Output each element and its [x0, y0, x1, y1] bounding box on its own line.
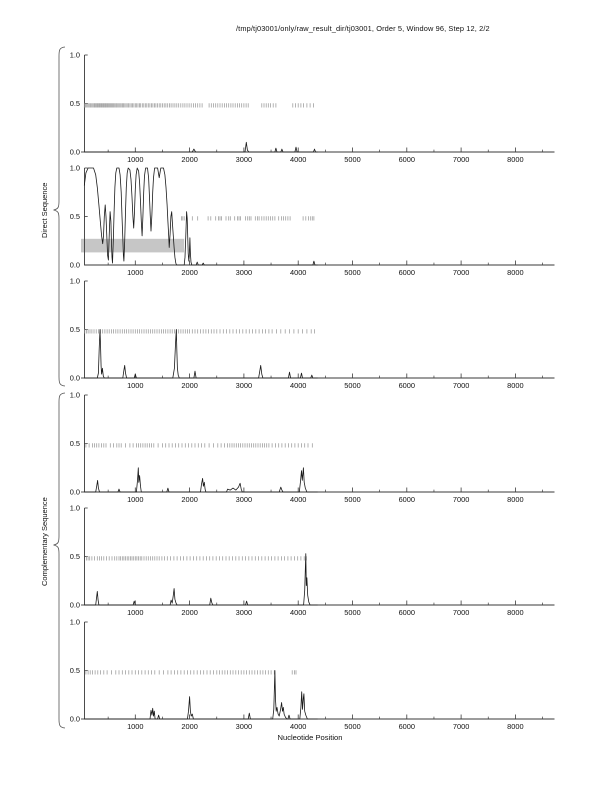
- group-label-direct-sequence: Direct Sequence: [40, 182, 49, 238]
- score-curve: [81, 142, 318, 152]
- brace-direct-sequence: [54, 47, 66, 386]
- match-tick-marks: [86, 443, 312, 447]
- x-tick-label: 5000: [344, 154, 361, 164]
- score-curve: [81, 468, 318, 492]
- y-tick-label: 0.5: [69, 439, 80, 449]
- x-tick-label: 6000: [398, 494, 416, 504]
- score-curve: [81, 671, 318, 720]
- match-tick-marks: [84, 103, 313, 107]
- group-label-complementary-sequence: Complementary Sequence: [40, 497, 49, 586]
- match-tick-marks: [86, 670, 296, 674]
- x-tick-label: 5000: [344, 380, 361, 390]
- x-tick-label: 3000: [235, 607, 253, 617]
- x-tick-label: 6000: [398, 380, 416, 390]
- x-tick-label: 5000: [344, 494, 361, 504]
- x-tick-label: 7000: [452, 267, 470, 277]
- x-tick-label: 2000: [181, 494, 198, 504]
- x-tick-label: 5000: [344, 721, 361, 731]
- x-tick-label: 6000: [398, 607, 416, 617]
- panel-complementary-2: [70, 504, 555, 617]
- score-curve: [81, 554, 318, 605]
- x-tick-label: 2000: [181, 267, 198, 277]
- y-tick-label: 0.5: [69, 666, 80, 676]
- y-tick-label: 1.0: [69, 50, 80, 60]
- x-tick-label: 4000: [289, 494, 307, 504]
- x-tick-label: 1000: [127, 494, 144, 504]
- x-tick-label: 5000: [344, 267, 361, 277]
- x-tick-label: 8000: [507, 607, 524, 617]
- x-tick-label: 1000: [127, 267, 144, 277]
- x-tick-label: 6000: [398, 267, 416, 277]
- x-tick-label: 8000: [507, 267, 524, 277]
- score-curve: [81, 330, 318, 379]
- x-tick-label: 7000: [452, 494, 470, 504]
- match-tick-marks: [182, 216, 314, 220]
- x-tick-label: 2000: [181, 721, 198, 731]
- x-tick-label: 1000: [127, 607, 144, 617]
- y-tick-label: 0.5: [69, 325, 80, 335]
- y-tick-label: 1.0: [69, 276, 80, 286]
- x-axis-title: Nucleotide Position: [277, 733, 343, 742]
- x-tick-label: 8000: [507, 494, 524, 504]
- brace-complementary-sequence: [54, 393, 66, 728]
- x-tick-label: 4000: [289, 721, 307, 731]
- x-tick-label: 4000: [289, 607, 307, 617]
- y-tick-label: 0.0: [69, 373, 80, 383]
- x-tick-label: 3000: [235, 154, 253, 164]
- y-tick-label: 0.0: [69, 714, 80, 724]
- plot-title: /tmp/tj03001/only/raw_result_dir/tj03001, Order 5, Window 96, Step 12, 2/2: [236, 24, 490, 33]
- y-tick-label: 1.0: [69, 503, 80, 513]
- x-tick-label: 2000: [181, 607, 198, 617]
- match-tick-marks: [85, 329, 315, 333]
- y-tick-label: 0.0: [69, 487, 80, 497]
- x-tick-label: 8000: [507, 721, 524, 731]
- x-tick-label: 6000: [398, 721, 416, 731]
- panel-complementary-1: [70, 391, 555, 504]
- x-tick-label: 7000: [452, 721, 470, 731]
- y-tick-label: 1.0: [69, 390, 80, 400]
- y-tick-label: 0.0: [69, 260, 80, 270]
- x-tick-label: 1000: [127, 154, 144, 164]
- x-tick-label: 3000: [235, 721, 253, 731]
- panel-complementary-3: [70, 618, 555, 731]
- x-tick-label: 3000: [235, 494, 253, 504]
- y-tick-label: 1.0: [69, 617, 80, 627]
- x-tick-label: 7000: [452, 154, 470, 164]
- x-tick-label: 4000: [289, 267, 307, 277]
- x-tick-label: 7000: [452, 607, 470, 617]
- y-tick-label: 0.0: [69, 600, 80, 610]
- axis-frame: [85, 395, 555, 492]
- y-tick-label: 0.5: [69, 99, 80, 109]
- y-tick-label: 0.5: [69, 212, 80, 222]
- x-tick-label: 4000: [289, 380, 307, 390]
- panel-direct-3: [70, 277, 555, 390]
- x-tick-label: 1000: [127, 721, 144, 731]
- x-tick-label: 2000: [181, 154, 198, 164]
- x-tick-label: 7000: [452, 380, 470, 390]
- panel-direct-2: [70, 164, 555, 277]
- axis-frame: [85, 55, 555, 152]
- y-tick-label: 0.5: [69, 552, 80, 562]
- x-tick-label: 8000: [507, 380, 524, 390]
- x-tick-label: 1000: [127, 380, 144, 390]
- x-tick-label: 8000: [507, 154, 524, 164]
- match-tick-marks: [86, 556, 306, 560]
- x-tick-label: 3000: [235, 380, 253, 390]
- panel-direct-1: [70, 51, 555, 164]
- x-tick-label: 5000: [344, 607, 361, 617]
- x-tick-label: 6000: [398, 154, 416, 164]
- y-tick-label: 1.0: [69, 163, 80, 173]
- y-tick-label: 0.0: [69, 147, 80, 157]
- x-tick-label: 4000: [289, 154, 307, 164]
- x-tick-label: 2000: [181, 380, 198, 390]
- x-tick-label: 3000: [235, 267, 253, 277]
